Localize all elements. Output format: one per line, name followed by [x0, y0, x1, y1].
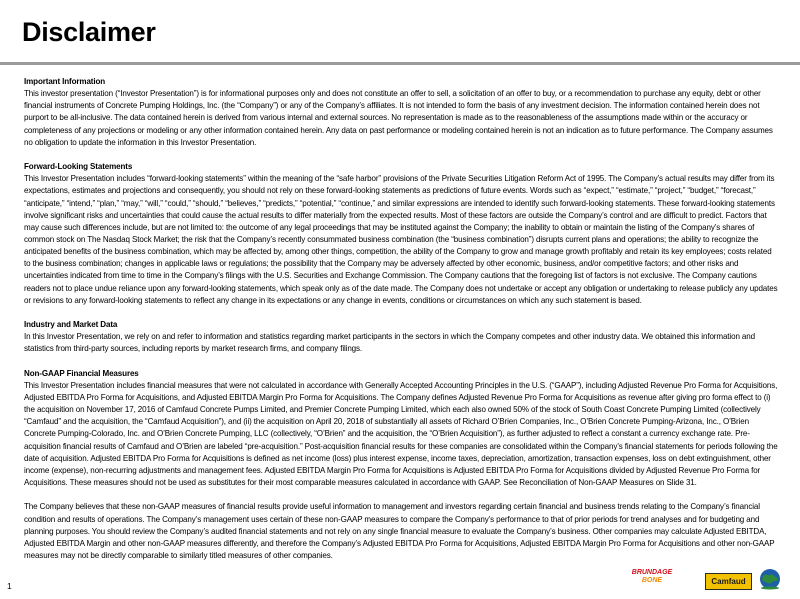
section-text: This Investor Presentation includes “forward-looking statements” within the meaning of the “safe harbor” provisions of the Private Securities Litigation Reform Act of 1995. The Company’s actual results may differ from its expectations, estimates and projections and consequently, you should not rely on these forward-looking statements as predictions of future events. Words such as “expect,” “estimate,” “project,” “budget,” “forecast,” “anticipate,” “intend,” “plan,” “may,” “will,” “could,” “should,” “believes,” “predicts,” “potential,” “continue,” and similar expressions are intended to identify such forward-looking statements. These forward-looking statements involve significant risks and uncertainties that could cause the actual results to differ materially from the expected results. Most of these factors are outside the Company’s control and are difficult to predict. Factors that may cause such differences include, but are not limited to: the outcome of any legal proceedings that may be instituted against the Company; the inability to obtain or maintain the listing of the Company’s shares of common stock on The Nasdaq Stock Market; the risk that the Company’s recently consummated business combination (the “business combination”) disrupts current plans and operations; the ability to recognize the anticipated benefits of the business combination, which may be affected by, among other things, competition, the ability of the Company to grow and manage growth profitably and retain its key employees; costs related to the business combination; changes in applicable laws or regulations; the possibility that the Company may be adversely affected by other economic, business, and/or competitive factors; and other risks and uncertainties indicated from time to time in the Company’s filings with the U.S. Securities and Exchange Commission. The Company cautions that the foregoing list of factors is not exclusive. The Company cautions readers not to place undue reliance upon any forward-looking statements, which speak only as of the date made. The Company does not undertake or accept any obligation or undertaking to release publicly any updates or revisions to any forward-looking statements to reflect any change in its expectations or any change in events, conditions or circumstances on which any such statement is based.: [24, 174, 778, 305]
brundage-bone-logo: [628, 569, 676, 592]
section-non-gaap-measures: [24, 368, 778, 490]
brundage-bone-logo-line2: BONE: [641, 576, 663, 584]
section-forward-looking-statements: [24, 161, 778, 307]
section-text: The Company believes that these non-GAAP measures of financial results provide useful information to management and investors regarding certain financial and business trends relating to the Company’s financial condition and results of operations. The Company’s management uses certain of these non-GAAP measures to compare the Company’s performance to that of prior periods for trend analyses and for budgeting and planning purposes. You should review the Company’s audited financial statements and not rely on any single financial measure to evaluate the Company’s business. Other companies may calculate Adjusted EBITDA, Adjusted EBITDA Margin and other non-GAAP measures differently, and therefore the Company’s Adjusted EBITDA Pro Forma for Acquisitions, Adjusted EBITDA Margin Pro Forma for Acquisitions and other non-GAAP measures may not be directly comparable to similarly titled measures of other companies.: [24, 502, 775, 561]
section-heading: Forward-Looking Statements: [24, 162, 133, 172]
globe-logo-icon: [759, 568, 781, 590]
section-important-information: [24, 76, 778, 149]
section-text: In this Investor Presentation, we rely on and refer to information and statistics regarding market participants in the sectors in which the Company competes and other industry data. We obtained this information and statistics from third-party sources, including reports by market research firms, and company filings.: [24, 332, 755, 354]
section-text: This Investor Presentation includes financial measures that were not calculated in accordance with Generally Accepted Accounting Principles in the U.S. (“GAAP”), including Adjusted Revenue Pro Forma for Acquisitions, Adjusted EBITDA Pro Forma for Acquisitions, and Adjusted EBITDA Margin Pro Forma for Acquisitions. The Company defines Adjusted Revenue Pro Forma for Acquisitions as revenue after giving pro forma effect to (i) the acquisition on November 17, 2016 of Camfaud Concrete Pumps Limited, and Premier Concrete Pumping Limited, which each also owned 50% of the stock of South Coast Concrete Pumping Limited (collectively “Camfaud” and the acquisition, the “Camfaud Acquisition”), and (ii) the acquisition on April 20, 2018 of substantially all assets of Richard O’Brien Companies, Inc., O’Brien Concrete Pumping-Arizona, Inc., O’Brien Concrete Pumping-Colorado, Inc. and O’Brien Concrete Pumping, LLC (collectively, “O’Brien” and the acquisition, the “O’Brien Acquisition”), as further adjusted to reflect a constant a currency exchange rate. Pre-acquisition financial results of Camfaud and O’Brien are labeled “pre-acquisition.” Post-acquisition financial results for these companies are consolidated within the Company’s financial statements for periods following the date of acquisition. Adjusted EBITDA Pro Forma for Acquisitions is defined as net income (loss) plus interest expense, income taxes, depreciation, amortization, transaction expenses, loss on debt extinguishment, other income (expense), non-recurring adjustments and management fees. Adjusted EBITDA Margin Pro Forma for Acquisitions is Adjusted EBITDA Pro Forma for Acquisitions divided by Adjusted Revenue Pro Forma for Acquisitions. These measures should not be used as substitutes for their most comparable measures calculated in accordance with GAAP. See Reconciliation of Non-GAAP Measures on Slide 31.: [24, 380, 778, 488]
brundage-bone-logo-line1: BRUNDAGE: [631, 569, 673, 576]
company-logos: [628, 566, 798, 596]
section-heading: Important Information: [24, 77, 106, 86]
title-divider: [0, 62, 800, 65]
page-title: Disclaimer: [22, 17, 156, 47]
disclaimer-body: [24, 76, 778, 574]
section-heading: Non-GAAP Financial Measures: [24, 368, 139, 378]
section-industry-market-data: [24, 319, 778, 355]
section-text: This investor presentation (“Investor Presentation”) is for informational purposes only and does not constitute an offer to sell, a solicitation of an offer to buy, or a recommendation to purchase any equity, debt or other financial instruments of Concrete Pumping Holdings, Inc. (the “Company”) or any of the Company’s affiliates. It is not intended to form the basis of any investment decision. The information contained herein does not purport to be all-inclusive. The data contained herein is derived from various internal and external sources. No representation is made as to the reasonableness of the assumptions made within or the accuracy or completeness of any projections or modeling or any other information contained herein. Any data on past performance or modeling contained herein is not an indication as to future performance. The Company assumes no obligation to update the information in this Investor Presentation.: [24, 89, 773, 147]
section-non-gaap-usefulness: [24, 501, 778, 562]
section-heading: Industry and Market Data: [24, 320, 118, 330]
page-number: 1: [7, 581, 12, 591]
camfaud-logo: Camfaud: [705, 573, 752, 590]
